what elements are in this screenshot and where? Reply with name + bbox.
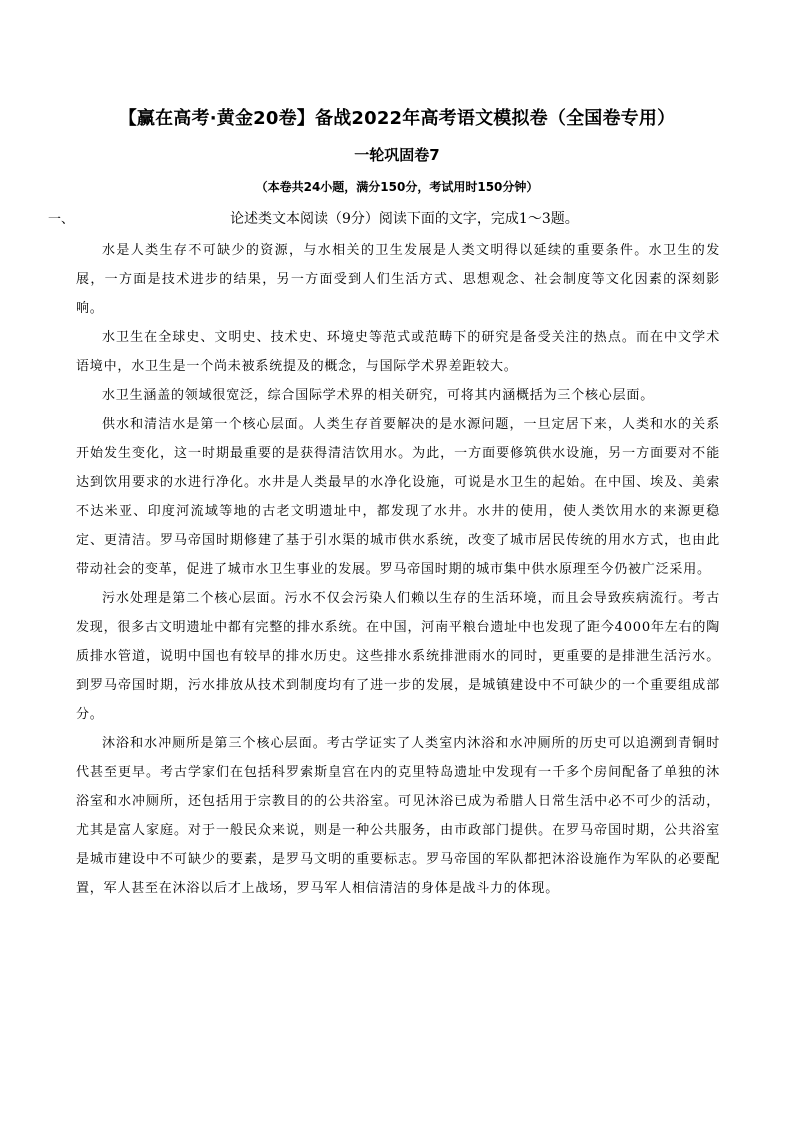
paragraph: 沐浴和水冲厕所是第三个核心层面。考古学证实了人类室内沐浴和水冲厕所的历史可以追溯到青铜时代甚至更早。考古学家们在包括科罗索斯皇宫在内的克里特岛遗址中发现有一千多个房间配备了单独的沐浴室和水冲厕所，还包括用于宗教目的的公共浴室。可见沐浴已成为希腊人日常生活中必不可少的活动，尤其是富人家庭。对于一般民众来说，则是一种公共服务，由市政部门提供。在罗马帝国时期，公共浴室是城市建设中不可缺少的要素，是罗马文明的重要标志。罗马帝国的军队都把沐浴设施作为军队的必要配置，军人甚至在沐浴以后才上战场，罗马军人相信清洁的身体是战斗力的体现。 [76,736,720,896]
paragraph: 污水处理是第二个核心层面。污水不仅会污染人们赖以生存的生活环境，而且会导致疾病流行。考古发现，很多古文明遗址中都有完整的排水系统。在中国，河南平粮台遗址中也发现了距今4000年左右的陶质排水管道，说明中国也有较早的排水历史。这些排水系统排泄雨水的同时，更重要的是排泄生活污水。到罗马帝国时期，污水排放从技术到制度均有了进一步的发展，是城镇建设中不可缺少的一个重要组成部分。 [76,591,720,722]
exam-note: （本卷共24小题，满分150分，考试用时150分钟） [255,180,539,194]
paragraph: 供水和清洁水是第一个核心层面。人类生存首要解决的是水源问题，一旦定居下来，人类和水的关系开始发生变化，这一时期最重要的是获得清洁饮用水。为此，一方面要修筑供水设施，另一方面要对不能达到饮用要求的水进行净化。水井是人类最早的水净化设施，可说是水卫生的起始。在中国、埃及、美索不达米亚、印度河流域等地的古老文明遗址中，都发现了水井。水井的使用，使人类饮用水的来源更稳定、更清洁。罗马帝国时期修建了基于引水渠的城市供水系统，改变了城市居民传统的用水方式，也由此带动社会的变革，促进了城市水卫生事业的发展。罗马帝国时期的城市集中供水原理至今仍被广泛采用。 [76,417,720,577]
paragraph: 水卫生涵盖的领域很宽泛，综合国际学术界的相关研究，可将其内涵概括为三个核心层面。 [102,388,655,403]
paragraph: 水卫生在全球史、文明史、技术史、环境史等范式或范畴下的研究是备受关注的热点。而在中文学术语境中，水卫生是一个尚未被系统提及的概念，与国际学术界差距较大。 [76,330,720,374]
section-number: 一、 [48,212,75,227]
article-body [76,236,720,903]
page-title: 【赢在高考·黄金20卷】备战2022年高考语文模拟卷（全国卷专用） [118,108,676,129]
page-subtitle: 一轮巩固卷7 [354,146,440,164]
section-title: 论述类文本阅读（9分）阅读下面的文字，完成1～3题。 [230,211,579,227]
paragraph: 水是人类生存不可缺少的资源，与水相关的卫生发展是人类文明得以延续的重要条件。水卫生的发展，一方面是技术进步的结果，另一方面受到人们生活方式、思想观念、社会制度等文化因素的深刻影响。 [76,243,720,316]
